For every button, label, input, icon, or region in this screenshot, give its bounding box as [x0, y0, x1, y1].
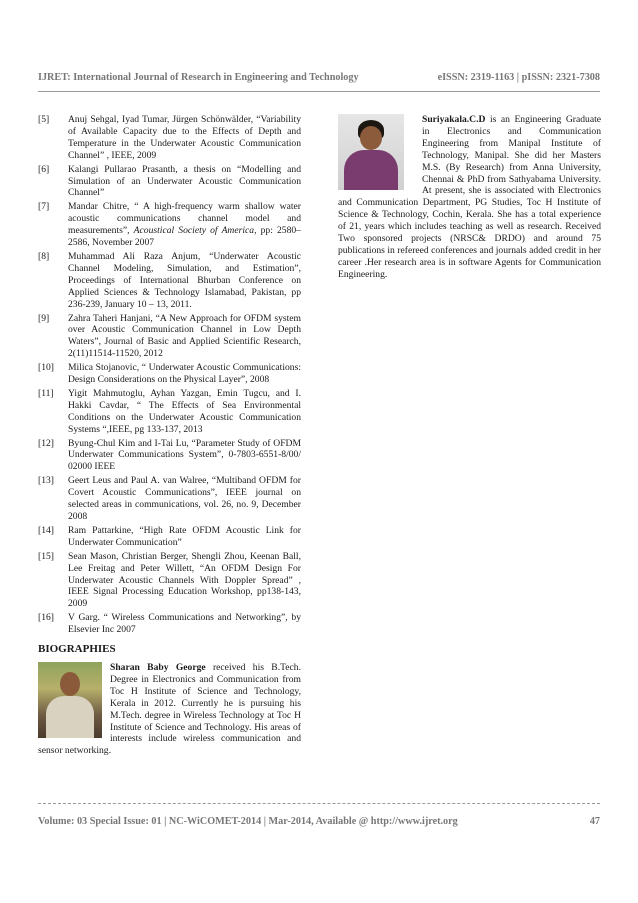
reference-number: [11] [38, 387, 54, 399]
reference-text: Anuj Sehgal, Iyad Tumar, Jürgen Schönwälder, “Variability of Available Capacity due to the Effects of Depth and Temperature in the Underwater Acoustic Communication Channel” , IEEE, 2009 [68, 114, 301, 161]
reference-number: [16] [38, 612, 54, 624]
reference-text: Byung-Chul Kim and I-Tai Lu, “Parameter Study of OFDM Underwater Communications System”, 0-7803-6551-8/00/ 02000 IEEE [68, 437, 301, 473]
reference-journal-italic: Acoustical Society of America, [133, 225, 257, 237]
reference-item [38, 251, 301, 311]
reference-text: Ram Pattarkine, “High Rate OFDM Acoustic Link for Underwater Communication” [68, 524, 301, 548]
reference-text: Muhammad Ali Raza Anjum, “Underwater Acoustic Channel Modeling, Simulation, and Estimation”, Proceedings of International Bhurban Conference on Applied Sciences & Technology Islamabad, Pakistan, pp 236-239, January 10 – 13, 2011. [68, 250, 301, 310]
journal-title: IJRET: International Journal of Research in Engineering and Technology [38, 72, 359, 83]
reference-number: [6] [38, 163, 50, 175]
reference-text-part: pp: 2580–2586, November 2007 [68, 225, 301, 249]
reference-item [38, 612, 301, 636]
reference-number: [14] [38, 524, 54, 536]
reference-number: [7] [38, 201, 50, 213]
reference-number: [8] [38, 250, 50, 262]
author-photo [38, 662, 102, 738]
reference-list [38, 114, 301, 636]
reference-number: [10] [38, 362, 54, 374]
reference-number: [13] [38, 475, 54, 487]
reference-text: Geert Leus and Paul A. van Walree, “Multiband OFDM for Covert Acoustic Communications”, IEEE journal on selected areas in communications, vol. 26, no. 9, December 2008 [68, 475, 301, 522]
author-photo [338, 114, 404, 190]
reference-text: Sean Mason, Christian Berger, Shengli Zhou, Keenan Ball, Lee Freitag and Peter Willett, “An OFDM Design For Underwater Acoustic Channels With Doppler Spread” , IEEE Signal Processing Education Workshop, pp138-143, 2009 [68, 550, 301, 610]
reference-text: Zahra Taheri Hanjani, “A New Approach for OFDM system over Acoustic Communication Channel in Low Depth Waters”, Journal of Basic and Applied Scientific Research, 2(11)11514-11520, 2012 [68, 312, 301, 360]
reference-number: [5] [38, 114, 50, 125]
reference-item [38, 388, 301, 436]
reference-item [38, 114, 301, 162]
author-bio-text: is an Engineering Graduate in Electronics and Communication Engineering from Manipal Institute of Technology, Manipal. She did her Masters M.S. (By Research) from Anna University, Chennai & PhD from Sathyabama University. At present, she is associated with Electronics and Communication Department, PG Studies, Toc H Institute of Science & Technology, Cochin, Kerala. She has a total experience of 21, years which includes teaching as well as research. Received Two sponsored projects (NRSC& DRDO) and around 75 publications in refereed conferences and journals added credit in her career .Her research area is in software Agents for Communication Engineering. [338, 114, 601, 280]
reference-text: Milica Stojanovic, “ Underwater Acoustic Communications: Design Considerations on the Physical Layer”, 2008 [68, 362, 301, 386]
biography-suriyakala [338, 114, 601, 281]
reference-text-part: Mandar Chitre, “ A high-frequency warm shallow water acoustic communications channel model and measurements”, [68, 201, 301, 237]
reference-item [38, 525, 301, 549]
reference-item [38, 201, 301, 249]
photo-shirt-shape [46, 696, 94, 738]
issue-info: Volume: 03 Special Issue: 01 | NC-WiCOMET-2014 | Mar-2014, Available @ http://www.ijret.org [38, 816, 458, 827]
header-divider [38, 91, 600, 92]
issn-info: eISSN: 2319-1163 | pISSN: 2321-7308 [437, 72, 600, 83]
biography-sharan [38, 662, 301, 757]
reference-number: [12] [38, 437, 54, 449]
reference-text: Yigit Mahmutoglu, Ayhan Yazgan, Emin Tugcu, and I. Hakki Cavdar, “ The Effects of Sea Environmental Conditions on the Underwater Acoustic Communication Systems “,IEEE, pg 133-137, 2013 [68, 387, 301, 435]
reference-number: [15] [38, 550, 54, 562]
reference-number: [9] [38, 312, 50, 324]
reference-item [38, 313, 301, 361]
reference-item [38, 475, 301, 523]
author-name: Sharan Baby George [110, 661, 206, 673]
photo-head-shape [60, 672, 80, 696]
left-column [38, 114, 301, 757]
author-bio-text: received his B.Tech. Degree in Electronics and Communication from Toc H Institute of Science and Technology, Kerala in 2012. Currently he is pursuing his M.Tech. degree in Wireless Technology at Toc H Institute of Science and Technology. His areas of interests include wireless communication and sensor networking. [38, 661, 301, 757]
reference-item [38, 438, 301, 474]
reference-text: Kalangi Pullarao Prasanth, a thesis on “Modelling and Simulation of an Underwater Acoustic Communication Channel” [68, 163, 301, 199]
reference-item [38, 362, 301, 386]
reference-item [38, 551, 301, 611]
photo-face-shape [360, 126, 382, 150]
right-column [338, 114, 601, 281]
page-header [38, 72, 600, 86]
reference-text [68, 201, 301, 249]
page-number: 47 [589, 816, 600, 827]
reference-text: V Garg. “ Wireless Communications and Networking”, by Elsevier Inc 2007 [68, 612, 301, 636]
footer-divider [38, 803, 600, 804]
author-name: Suriyakala.C.D [422, 114, 486, 125]
reference-item [38, 164, 301, 200]
photo-clothing-shape [344, 150, 398, 190]
biographies-heading: BIOGRAPHIES [38, 643, 116, 656]
